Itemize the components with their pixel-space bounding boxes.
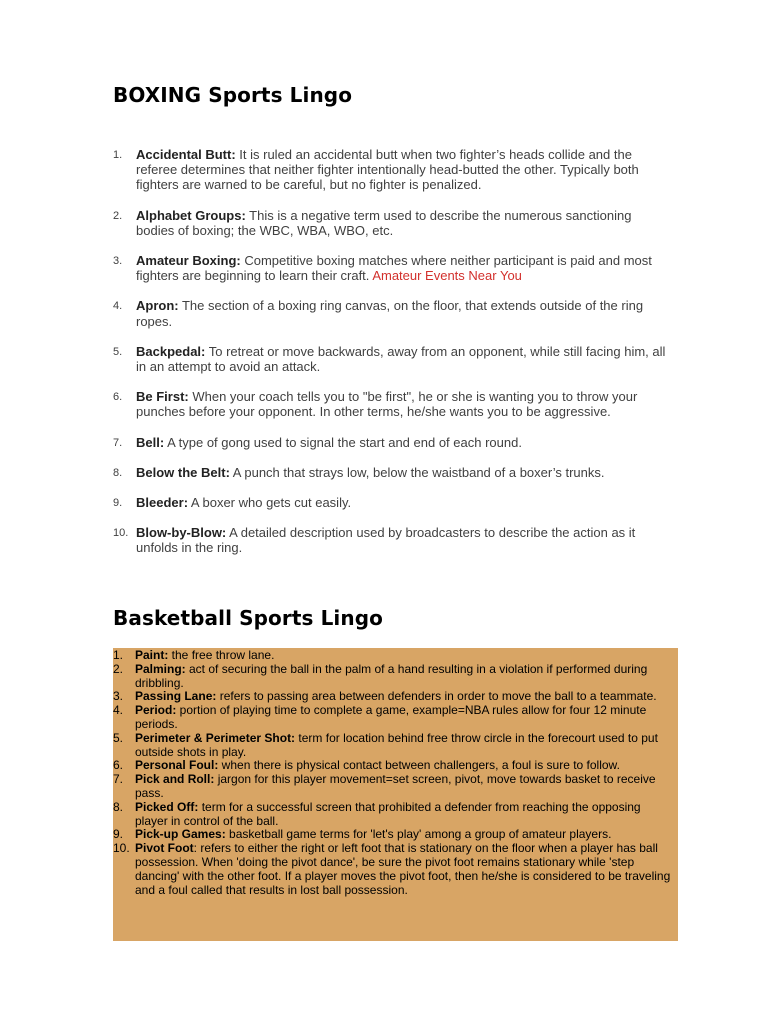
basketball-terms-box: [113, 648, 678, 941]
term-definition: This is a negative term used to describe the numerous sanctioning bodies of boxing; the WBC, WBA, WBO, etc.: [136, 207, 632, 238]
term-label: Be First:: [136, 389, 189, 405]
boxing-terms-list: [113, 147, 673, 571]
list-item: [113, 435, 673, 450]
list-item: [113, 495, 673, 510]
term-label: Pick and Roll:: [135, 772, 215, 787]
list-item: [113, 389, 673, 419]
term-label: Below the Belt:: [136, 464, 230, 480]
item-number: 3.: [113, 689, 124, 704]
list-item: [113, 525, 673, 555]
term-definition: A boxer who gets cut easily.: [188, 495, 352, 511]
list-item: [113, 759, 678, 773]
term-label: Personal Foul:: [135, 758, 219, 773]
term-label: Apron:: [136, 298, 179, 314]
term-definition: portion of playing time to complete a game, example=NBA rules allow for four 12 minute periods.: [135, 703, 647, 731]
term-label: Pivot Foot: [135, 841, 194, 856]
term-label: Passing Lane:: [135, 689, 217, 704]
term-label: Paint:: [135, 648, 169, 662]
term-label: Perimeter & Perimeter Shot:: [135, 730, 296, 745]
item-number: 8.: [113, 799, 124, 814]
term-definition: act of securing the ball in the palm of a hand resulting in a violation if performed during dribbling.: [135, 661, 648, 690]
list-item: [113, 690, 678, 704]
list-item: [113, 663, 678, 691]
term-label: Alphabet Groups:: [136, 207, 246, 223]
term-definition: A type of gong used to signal the start and end of each round.: [164, 434, 522, 450]
item-number: 1.: [113, 648, 124, 662]
term-definition: : refers to either the right or left foot that is stationary on the floor when a player has ball possession. When 'doing the pivot dance', be sure the pivot foot remains stationary while 'step dancing' with the other foot. If a player moves the pivot foot, then he/she is considered to be traveling and a foul called that results in lost ball possession.: [135, 841, 671, 897]
term-label: Picked Off:: [135, 799, 199, 814]
term-definition: jargon for this player movement=set screen, pivot, move towards basket to receive pass.: [135, 772, 656, 800]
basketball-section-title: Basketball Sports Lingo: [113, 606, 383, 630]
term-label: Blow-by-Blow:: [136, 525, 227, 541]
term-definition: basketball game terms for 'let's play' among a group of amateur players.: [225, 827, 612, 842]
item-number: 9.: [113, 497, 123, 510]
item-number: 4.: [113, 300, 123, 313]
item-number: 10.: [113, 841, 130, 856]
term-definition: term for location behind free throw circle in the forecourt used to put outside shots in play.: [135, 730, 658, 759]
list-item: [113, 253, 673, 283]
term-label: Accidental Butt:: [136, 147, 236, 162]
term-label: Bleeder:: [136, 495, 189, 511]
term-definition: when there is physical contact between challengers, a foul is sure to follow.: [218, 758, 620, 773]
list-item: [113, 773, 678, 801]
list-item: [113, 465, 673, 480]
list-item: [113, 828, 678, 842]
list-item: [113, 704, 678, 732]
item-number: 8.: [113, 466, 123, 479]
term-definition: To retreat or move backwards, away from an opponent, while still facing him, all in an attempt to avoid an attack.: [136, 343, 666, 375]
item-number: 6.: [113, 758, 124, 773]
item-number: 4.: [113, 703, 124, 718]
list-item: [113, 801, 678, 829]
term-definition: It is ruled an accidental butt when two fighter’s heads collide and the referee determines that neither fighter intentionally head-butted the other. Typically both fighters are warned to be careful, but no fighter is penalized.: [136, 147, 639, 193]
term-definition: The section of a boxing ring canvas, on the floor, that extends outside of the ring ropes.: [136, 298, 644, 329]
term-definition: A punch that strays low, below the waistband of a boxer’s trunks.: [229, 464, 605, 480]
term-label: Period:: [135, 703, 177, 718]
item-number: 7.: [113, 436, 123, 449]
item-number: 1.: [113, 149, 123, 161]
list-item: [113, 649, 678, 663]
term-definition: the free throw lane.: [168, 648, 275, 662]
list-item: [113, 344, 673, 374]
list-item: [113, 147, 673, 193]
term-label: Palming:: [135, 661, 186, 676]
term-definition: refers to passing area between defenders in order to move the ball to a teammate.: [216, 689, 657, 704]
term-label: Backpedal:: [136, 343, 206, 359]
item-number: 5.: [113, 730, 124, 745]
list-item: [113, 732, 678, 760]
item-number: 9.: [113, 827, 124, 842]
term-label: Bell:: [136, 434, 165, 450]
term-definition: Competitive boxing matches where neither participant is paid and most fighters are beginning to learn their craft.: [136, 253, 652, 284]
item-number: 2.: [113, 661, 124, 676]
term-definition: A detailed description used by broadcasters to describe the action as it unfolds in the ring.: [136, 525, 636, 556]
list-item: [113, 208, 673, 238]
item-number: 3.: [113, 255, 123, 268]
term-definition: When your coach tells you to "be first", he or she is wanting you to throw your punches before your opponent. In other terms, he/she wants you to be aggressive.: [136, 389, 638, 420]
basketball-terms-list: [113, 648, 678, 897]
item-number: 6.: [113, 391, 123, 404]
item-number: 2.: [113, 209, 123, 222]
list-item: [113, 842, 678, 897]
list-item: [113, 298, 673, 328]
item-number: 7.: [113, 772, 124, 787]
term-label: Pick-up Games:: [135, 827, 226, 842]
term-label: Amateur Boxing:: [136, 253, 241, 269]
item-number: 5.: [113, 345, 123, 358]
term-definition: term for a successful screen that prohibited a defender from reaching the opposing player in control of the ball.: [135, 799, 641, 828]
amateur-events-link[interactable]: Amateur Events Near You: [372, 268, 522, 284]
item-number: 10.: [113, 527, 129, 540]
boxing-section-title: BOXING Sports Lingo: [113, 83, 353, 107]
